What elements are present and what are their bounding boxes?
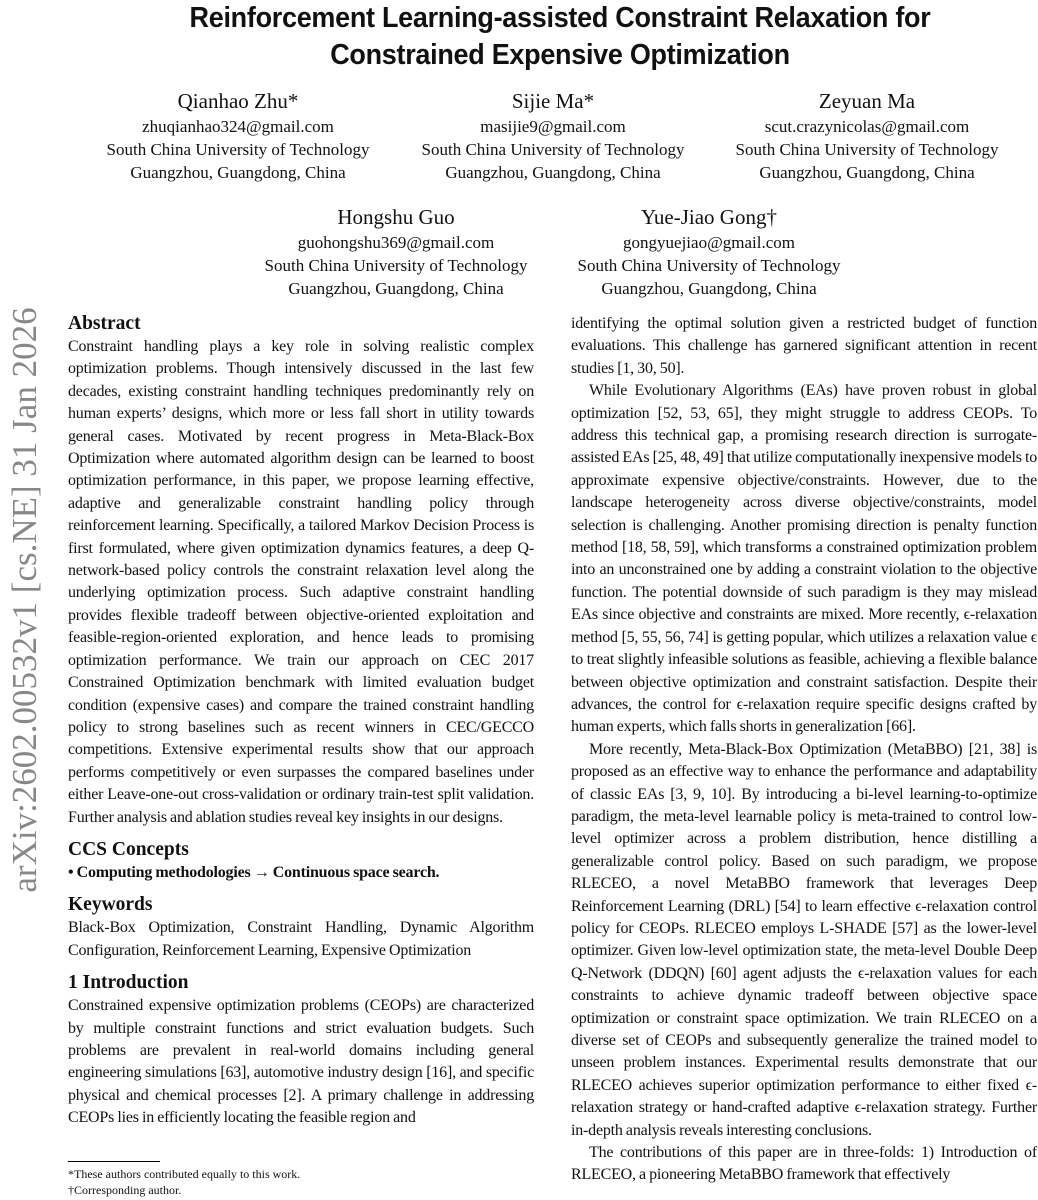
author-block [707, 87, 1027, 184]
title-line-2: Constrained Expensive Optimization [330, 39, 790, 71]
author-location: Guangzhou, Guangdong, China [601, 279, 817, 298]
author-email: scut.crazynicolas@gmail.com [764, 117, 970, 136]
intro-paragraph-1: Constrained expensive optimization problems (CEOPs) are characterized by multiple constraint functions and strict evaluation budgets. Such problems are prevalent in real-world domains including general engineering simulations [63], automotive industry design [16], and specific physical and chemical processes [2]. A primary challenge in addressing CEOPs lies in efficiently locating the feasible region and [68, 997, 534, 1127]
author-email: gongyuejiao@gmail.com [623, 233, 795, 252]
author-name: Sijie Ma* [511, 89, 595, 113]
abstract-heading: Abstract [68, 313, 141, 334]
author-affiliation: South China University of Technology [735, 140, 999, 159]
right-column [571, 313, 1037, 1187]
footnote-corresponding-author: †Corresponding author. [68, 1183, 182, 1197]
author-name: Hongshu Guo [337, 205, 455, 229]
intro-paragraph-1-continued: identifying the optimal solution given a restricted budget of function evaluations. This challenge has garnered significant attention in recent studies [1, 30, 50]. [571, 315, 1037, 377]
author-affiliation: South China University of Technology [421, 140, 685, 159]
author-affiliation: South China University of Technology [106, 140, 370, 159]
intro-paragraph-2: While Evolutionary Algorithms (EAs) have proven robust in global optimization [52, 53, 65], they might struggle to address CEOPs. To address this technical gap, a promising research direction is surrogate-assisted EAs [25, 48, 49] that utilize computationally inexpensive models to approximate expensive objective/constraints. However, due to the landscape heterogeneity across diverse objective/constraints, model selection is challenging. Another promising direction is penalty function method [18, 58, 59], which transforms a constrained optimization problem into an unconstrained one by adding a constraint violation to the objective function. The potential downside of such paradigm is they may mislead EAs since objective and constraints are mixed. More recently, ϵ-relaxation method [5, 55, 56, 74] is getting popular, which utilizes a relaxation value ϵ to treat slightly infeasible solutions as feasible, achieving a flexible balance between objective optimization and constraint satisfaction. Despite their advances, the control for ϵ-relaxation require specific designs crafted by human experts, which falls shorts in generalization [66]. [571, 382, 1037, 736]
author-name: Zeyuan Ma [818, 89, 916, 113]
author-email: masijie9@gmail.com [480, 117, 626, 136]
author-location: Guangzhou, Guangdong, China [130, 163, 346, 182]
ccs-text: • Computing methodologies → Continuous space search. [68, 863, 440, 881]
footnote-equal-contribution: *These authors contributed equally to this work. [68, 1167, 301, 1181]
title-line-1: Reinforcement Learning-assisted Constraint Relaxation for [189, 2, 931, 34]
paper-title [95, 0, 1025, 74]
author-affiliation: South China University of Technology [577, 256, 841, 275]
author-name: Qianhao Zhu* [177, 89, 299, 113]
author-block [236, 203, 556, 300]
keywords-heading: Keywords [68, 894, 153, 916]
left-column [68, 311, 534, 1130]
ccs-heading: CCS Concepts [68, 838, 189, 860]
author-email: zhuqianhao324@gmail.com [142, 117, 334, 136]
author-location: Guangzhou, Guangdong, China [445, 163, 661, 182]
author-name: Yue-Jiao Gong† [641, 205, 777, 229]
author-email: guohongshu369@gmail.com [297, 233, 495, 252]
introduction-heading: 1 Introduction [68, 972, 189, 994]
abstract-text: Constraint handling plays a key role in solving realistic complex optimization problems. Though intensively discussed in the last few decades, existing constraint handling techniques predominantly rely on human experts’ designs, which more or less fall short in utility towards general cases. Motivated by recent progress in Meta-Black-Box Optimization where automated algorithm design can be learned to boost optimization performance, in this paper, we propose learning effective, adaptive and generalizable constraint handling policy through reinforcement learning. Specifically, a tailored Markov Decision Process is first formulated, where given optimization dynamics features, a deep Q-network-based policy controls the constraint relaxation level along the underlying optimization process. Such adaptive constraint handling provides flexible tradeoff between objective-oriented exploitation and feasible-region-oriented exploration, and hence leads to promising optimization performance. We train our approach on CEC 2017 Constrained Optimization benchmark with limited evaluation budget condition (expensive cases) and compare the trained constraint handling policy to strong baselines such as recent winners in CEC/GECCO competitions. Extensive experimental results show that our approach performs competitively or even surpasses the compared baselines under either Leave-one-out cross-validation or ordinary train-test split validation. Further analysis and ablation studies reveal key insights in our designs. [68, 338, 534, 826]
keywords-text: Black-Box Optimization, Constraint Handling, Dynamic Algorithm Configuration, Reinforcement Learning, Expensive Optimization [68, 919, 534, 959]
arxiv-stamp: arXiv:2602.00532v1 [cs.NE] 31 Jan 2026 [5, 307, 44, 893]
author-location: Guangzhou, Guangdong, China [759, 163, 975, 182]
intro-paragraph-3: More recently, Meta-Black-Box Optimization (MetaBBO) [21, 38] is proposed as an effective way to enhance the performance and adaptability of classic EAs [3, 9, 10]. By introducing a bi-level learning-to-optimize paradigm, the meta-level learnable policy is meta-trained to control low-level optimizer across a problem distribution, hence distilling a generalizable control policy. Based on such paradigm, we propose RLECEO, a novel MetaBBO framework that leverages Deep Reinforcement Learning (DRL) [54] to learn effective ϵ-relaxation control policy for CEOPs. RLECEO employs L-SHADE [57] as the lower-level optimizer. Given low-level optimization state, the meta-level Double Deep Q-Network (DDQN) [60] agent adjusts the ϵ-relaxation values for each constraints to achieve dynamic tradeoff between objective space optimization or constraint space optimization. We train RLECEO on a diverse set of CEOPs and subsequently generalize the trained model to unseen problem instances. Experimental results demonstrate that our RLECEO achieves superior optimization performance to either fixed ϵ-relaxation strategy or hand-crafted adaptive ϵ-relaxation strategy. Further in-depth analysis reveals interesting conclusions. [571, 740, 1037, 1139]
author-location: Guangzhou, Guangdong, China [288, 279, 504, 298]
author-block [78, 87, 398, 184]
footnote-rule [68, 1161, 160, 1162]
author-block [393, 87, 713, 184]
author-affiliation: South China University of Technology [264, 256, 528, 275]
author-block [549, 203, 869, 300]
intro-paragraph-4: The contributions of this paper are in three-folds: 1) Introduction of RLECEO, a pioneering MetaBBO framework that effectively [571, 1144, 1037, 1184]
